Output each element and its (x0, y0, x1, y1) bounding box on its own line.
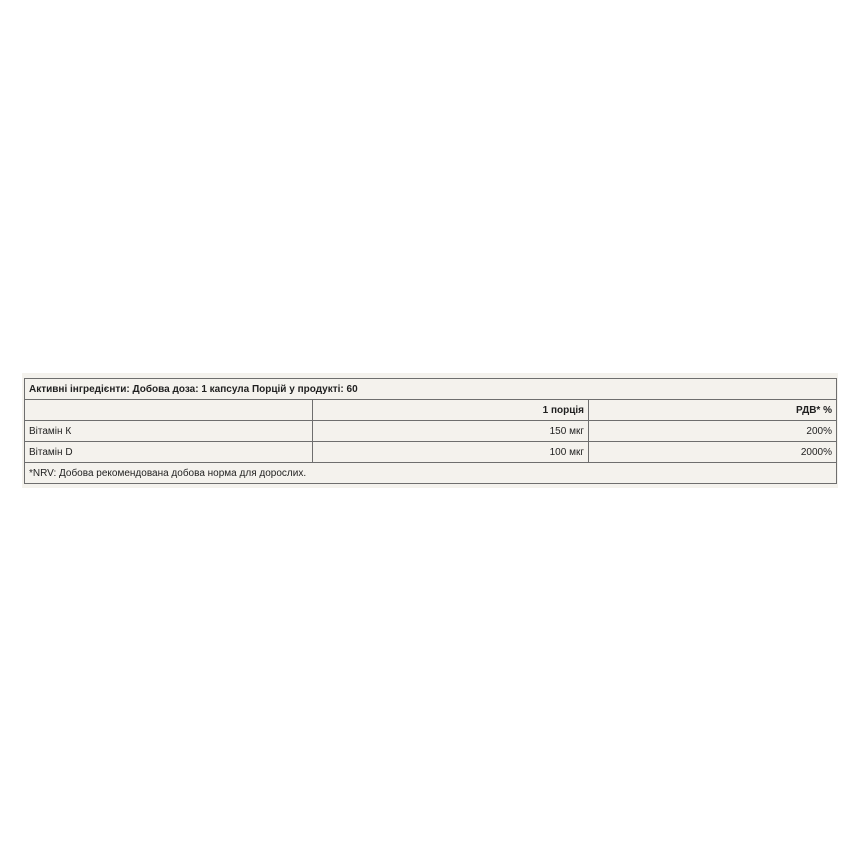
table-footnote-row (25, 463, 837, 484)
ingredient-rdv: 200% (589, 421, 837, 442)
nutrition-table (24, 378, 837, 484)
ingredient-amount: 150 мкг (313, 421, 589, 442)
ingredient-name: Вітамін D (25, 442, 313, 463)
ingredient-amount: 100 мкг (313, 442, 589, 463)
table-row (25, 421, 837, 442)
ingredient-name: Вітамін К (25, 421, 313, 442)
table-title-row (25, 379, 837, 400)
ingredient-rdv: 2000% (589, 442, 837, 463)
table-header-row (25, 400, 837, 421)
table-row (25, 442, 837, 463)
header-cell-name (25, 400, 313, 421)
nutrition-table-container (22, 373, 838, 488)
table-footnote: *NRV: Добова рекомендована добова норма для дорослих. (25, 463, 837, 484)
header-cell-rdv: РДВ* % (589, 400, 837, 421)
header-cell-portion: 1 порція (313, 400, 589, 421)
table-title: Активні інгредієнти: Добова доза: 1 капсула Порцій у продукті: 60 (25, 379, 837, 400)
